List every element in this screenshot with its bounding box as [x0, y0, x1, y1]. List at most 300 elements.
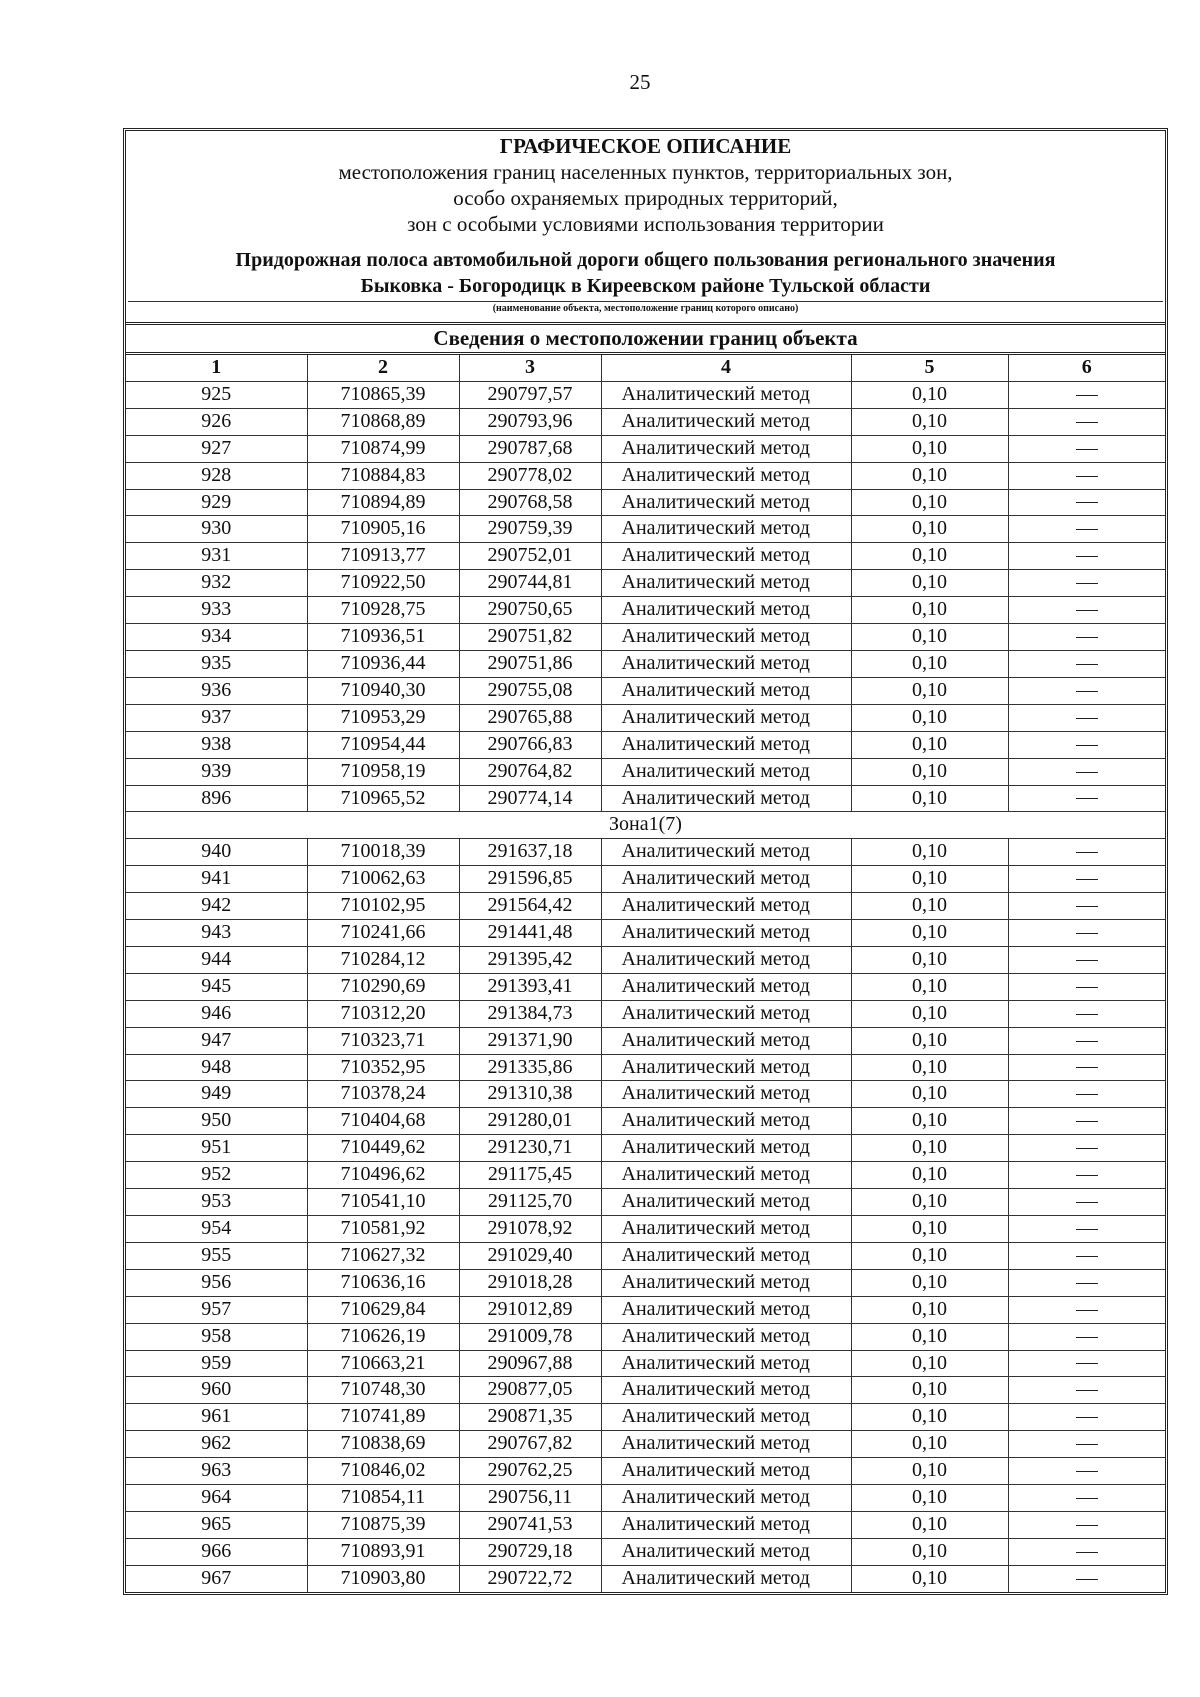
point-number-cell: 954 — [126, 1216, 307, 1243]
method-cell: Аналитический метод — [601, 1081, 851, 1108]
point-number-cell: 934 — [126, 624, 307, 651]
method-cell: Аналитический метод — [601, 570, 851, 597]
point-number-cell: 930 — [126, 516, 307, 543]
x-coordinate-cell: 710954,44 — [307, 731, 459, 758]
x-coordinate-cell: 710940,30 — [307, 677, 459, 704]
table-row — [126, 1377, 1165, 1404]
x-coordinate-cell: 710629,84 — [307, 1296, 459, 1323]
accuracy-cell: 0,10 — [851, 1296, 1008, 1323]
accuracy-cell: 0,10 — [851, 704, 1008, 731]
y-coordinate-cell: 290765,88 — [459, 704, 601, 731]
x-coordinate-cell: 710953,29 — [307, 704, 459, 731]
description-cell — [1008, 1269, 1165, 1296]
table-row — [126, 1458, 1165, 1485]
accuracy-cell: 0,10 — [851, 624, 1008, 651]
table-row — [126, 650, 1165, 677]
y-coordinate-cell: 290766,83 — [459, 731, 601, 758]
x-coordinate-cell: 710352,95 — [307, 1054, 459, 1081]
x-coordinate-cell: 710581,92 — [307, 1216, 459, 1243]
dash-mark — [1076, 1229, 1098, 1230]
x-coordinate-cell: 710874,99 — [307, 435, 459, 462]
method-cell: Аналитический метод — [601, 785, 851, 812]
y-coordinate-cell: 290787,68 — [459, 435, 601, 462]
method-cell: Аналитический метод — [601, 1350, 851, 1377]
x-coordinate-cell: 710748,30 — [307, 1377, 459, 1404]
method-cell: Аналитический метод — [601, 1323, 851, 1350]
y-coordinate-cell: 291012,89 — [459, 1296, 601, 1323]
dash-mark — [1076, 1579, 1098, 1580]
table-row — [126, 462, 1165, 489]
description-cell — [1008, 408, 1165, 435]
y-coordinate-cell: 290762,25 — [459, 1458, 601, 1485]
point-number-cell: 931 — [126, 543, 307, 570]
accuracy-cell: 0,10 — [851, 1162, 1008, 1189]
column-header: 5 — [851, 354, 1008, 382]
method-cell: Аналитический метод — [601, 597, 851, 624]
accuracy-cell: 0,10 — [851, 973, 1008, 1000]
accuracy-cell: 0,10 — [851, 731, 1008, 758]
description-cell — [1008, 893, 1165, 920]
dash-mark — [1076, 1014, 1098, 1015]
dash-mark — [1076, 879, 1098, 880]
point-number-cell: 964 — [126, 1485, 307, 1512]
point-number-cell: 952 — [126, 1162, 307, 1189]
y-coordinate-cell: 290871,35 — [459, 1404, 601, 1431]
accuracy-cell: 0,10 — [851, 570, 1008, 597]
table-row — [126, 543, 1165, 570]
description-cell — [1008, 1350, 1165, 1377]
description-cell — [1008, 1565, 1165, 1591]
accuracy-cell: 0,10 — [851, 920, 1008, 947]
accuracy-cell: 0,10 — [851, 543, 1008, 570]
dash-mark — [1076, 476, 1098, 477]
method-cell: Аналитический метод — [601, 543, 851, 570]
table-row — [126, 1081, 1165, 1108]
method-cell: Аналитический метод — [601, 731, 851, 758]
accuracy-cell: 0,10 — [851, 893, 1008, 920]
y-coordinate-cell: 290793,96 — [459, 408, 601, 435]
accuracy-cell: 0,10 — [851, 597, 1008, 624]
y-coordinate-cell: 290768,58 — [459, 489, 601, 516]
dash-mark — [1076, 583, 1098, 584]
method-cell: Аналитический метод — [601, 1027, 851, 1054]
x-coordinate-cell: 710868,89 — [307, 408, 459, 435]
description-cell — [1008, 1296, 1165, 1323]
point-number-cell: 965 — [126, 1511, 307, 1538]
x-coordinate-cell: 710741,89 — [307, 1404, 459, 1431]
description-cell — [1008, 543, 1165, 570]
x-coordinate-cell: 710965,52 — [307, 785, 459, 812]
dash-mark — [1076, 1552, 1098, 1553]
point-number-cell: 938 — [126, 731, 307, 758]
description-cell — [1008, 1404, 1165, 1431]
point-number-cell: 926 — [126, 408, 307, 435]
dash-mark — [1076, 745, 1098, 746]
table-row — [126, 516, 1165, 543]
method-cell: Аналитический метод — [601, 1108, 851, 1135]
y-coordinate-cell: 291371,90 — [459, 1027, 601, 1054]
y-coordinate-cell: 290750,65 — [459, 597, 601, 624]
table-row — [126, 435, 1165, 462]
x-coordinate-cell: 710626,19 — [307, 1323, 459, 1350]
x-coordinate-cell: 710323,71 — [307, 1027, 459, 1054]
table-row — [126, 408, 1165, 435]
y-coordinate-cell: 291009,78 — [459, 1323, 601, 1350]
description-cell — [1008, 1189, 1165, 1216]
description-cell — [1008, 1323, 1165, 1350]
zone-row — [126, 812, 1165, 839]
method-cell: Аналитический метод — [601, 1485, 851, 1512]
accuracy-cell: 0,10 — [851, 381, 1008, 408]
dash-mark — [1076, 1310, 1098, 1311]
y-coordinate-cell: 290778,02 — [459, 462, 601, 489]
dash-mark — [1076, 987, 1098, 988]
point-number-cell: 896 — [126, 785, 307, 812]
method-cell: Аналитический метод — [601, 758, 851, 785]
point-number-cell: 966 — [126, 1538, 307, 1565]
dash-mark — [1076, 395, 1098, 396]
description-cell — [1008, 704, 1165, 731]
table-row — [126, 1296, 1165, 1323]
description-cell — [1008, 597, 1165, 624]
description-cell — [1008, 462, 1165, 489]
column-header: 6 — [1008, 354, 1165, 382]
accuracy-cell: 0,10 — [851, 1216, 1008, 1243]
method-cell: Аналитический метод — [601, 1000, 851, 1027]
table-row — [126, 866, 1165, 893]
description-cell — [1008, 866, 1165, 893]
point-number-cell: 948 — [126, 1054, 307, 1081]
accuracy-cell: 0,10 — [851, 462, 1008, 489]
object-name-line-2: Быковка - Богородицк в Киреевском районе Тульской области — [360, 275, 931, 297]
description-cell — [1008, 1377, 1165, 1404]
dash-mark — [1076, 718, 1098, 719]
section-title: Сведения о местоположении границ объекта — [126, 322, 1165, 352]
accuracy-cell: 0,10 — [851, 839, 1008, 866]
method-cell: Аналитический метод — [601, 1404, 851, 1431]
x-coordinate-cell: 710903,80 — [307, 1565, 459, 1591]
description-cell — [1008, 1458, 1165, 1485]
subtitle-line-3: зон с особыми условиями использования территории — [407, 212, 884, 236]
method-cell: Аналитический метод — [601, 1269, 851, 1296]
x-coordinate-cell: 710894,89 — [307, 489, 459, 516]
y-coordinate-cell: 291018,28 — [459, 1269, 601, 1296]
y-coordinate-cell: 291125,70 — [459, 1189, 601, 1216]
description-cell — [1008, 435, 1165, 462]
table-row — [126, 839, 1165, 866]
dash-mark — [1076, 1390, 1098, 1391]
zone-separator — [126, 812, 1165, 839]
y-coordinate-cell: 291280,01 — [459, 1108, 601, 1135]
dash-mark — [1076, 960, 1098, 961]
subtitle-line-2: особо охраняемых природных территорий, — [453, 186, 838, 210]
dash-mark — [1076, 449, 1098, 450]
dash-mark — [1076, 529, 1098, 530]
table-row — [126, 1054, 1165, 1081]
point-number-cell: 937 — [126, 704, 307, 731]
y-coordinate-cell: 291596,85 — [459, 866, 601, 893]
x-coordinate-cell: 710958,19 — [307, 758, 459, 785]
y-coordinate-cell: 291384,73 — [459, 1000, 601, 1027]
point-number-cell: 941 — [126, 866, 307, 893]
y-coordinate-cell: 290774,14 — [459, 785, 601, 812]
x-coordinate-cell: 710284,12 — [307, 946, 459, 973]
method-cell: Аналитический метод — [601, 1431, 851, 1458]
method-cell: Аналитический метод — [601, 1162, 851, 1189]
accuracy-cell: 0,10 — [851, 650, 1008, 677]
table-row — [126, 1404, 1165, 1431]
accuracy-cell: 0,10 — [851, 1511, 1008, 1538]
point-number-cell: 949 — [126, 1081, 307, 1108]
table-body-part-2 — [126, 839, 1165, 1592]
y-coordinate-cell: 291078,92 — [459, 1216, 601, 1243]
object-name-line-1: Придорожная полоса автомобильной дороги общего пользования регионального значения — [235, 249, 1056, 271]
dash-mark — [1076, 852, 1098, 853]
point-number-cell: 942 — [126, 893, 307, 920]
dash-mark — [1076, 933, 1098, 934]
description-cell — [1008, 758, 1165, 785]
dash-mark — [1076, 798, 1098, 799]
x-coordinate-cell: 710627,32 — [307, 1242, 459, 1269]
table-row — [126, 1431, 1165, 1458]
method-cell: Аналитический метод — [601, 1458, 851, 1485]
description-cell — [1008, 1135, 1165, 1162]
x-coordinate-cell: 710928,75 — [307, 597, 459, 624]
y-coordinate-cell: 290797,57 — [459, 381, 601, 408]
accuracy-cell: 0,10 — [851, 1189, 1008, 1216]
x-coordinate-cell: 710905,16 — [307, 516, 459, 543]
coordinates-table — [126, 352, 1165, 1592]
y-coordinate-cell: 291335,86 — [459, 1054, 601, 1081]
dash-mark — [1076, 1256, 1098, 1257]
table-row — [126, 946, 1165, 973]
dash-mark — [1076, 1525, 1098, 1526]
point-number-cell: 947 — [126, 1027, 307, 1054]
accuracy-cell: 0,10 — [851, 1108, 1008, 1135]
x-coordinate-cell: 710663,21 — [307, 1350, 459, 1377]
table-header-row — [126, 354, 1165, 382]
y-coordinate-cell: 291230,71 — [459, 1135, 601, 1162]
table-row — [126, 1511, 1165, 1538]
header-block — [126, 131, 1165, 322]
accuracy-cell: 0,10 — [851, 1000, 1008, 1027]
table-row — [126, 973, 1165, 1000]
description-cell — [1008, 1162, 1165, 1189]
table-row — [126, 1108, 1165, 1135]
y-coordinate-cell: 291395,42 — [459, 946, 601, 973]
table-row — [126, 758, 1165, 785]
method-cell: Аналитический метод — [601, 462, 851, 489]
table-row — [126, 1538, 1165, 1565]
accuracy-cell: 0,10 — [851, 408, 1008, 435]
y-coordinate-cell: 290744,81 — [459, 570, 601, 597]
description-cell — [1008, 1485, 1165, 1512]
description-cell — [1008, 1431, 1165, 1458]
method-cell: Аналитический метод — [601, 704, 851, 731]
accuracy-cell: 0,10 — [851, 1135, 1008, 1162]
dash-mark — [1076, 1283, 1098, 1284]
dash-mark — [1076, 772, 1098, 773]
accuracy-cell: 0,10 — [851, 1027, 1008, 1054]
method-cell: Аналитический метод — [601, 489, 851, 516]
accuracy-cell: 0,10 — [851, 1431, 1008, 1458]
point-number-cell: 935 — [126, 650, 307, 677]
y-coordinate-cell: 290751,86 — [459, 650, 601, 677]
table-row — [126, 1027, 1165, 1054]
table-row — [126, 704, 1165, 731]
accuracy-cell: 0,10 — [851, 1054, 1008, 1081]
dash-mark — [1076, 691, 1098, 692]
dash-mark — [1076, 1363, 1098, 1364]
y-coordinate-cell: 291393,41 — [459, 973, 601, 1000]
dash-mark — [1076, 664, 1098, 665]
description-cell — [1008, 920, 1165, 947]
x-coordinate-cell: 710378,24 — [307, 1081, 459, 1108]
method-cell: Аналитический метод — [601, 1511, 851, 1538]
description-cell — [1008, 624, 1165, 651]
accuracy-cell: 0,10 — [851, 1377, 1008, 1404]
dash-mark — [1076, 422, 1098, 423]
accuracy-cell: 0,10 — [851, 946, 1008, 973]
point-number-cell: 956 — [126, 1269, 307, 1296]
point-number-cell: 963 — [126, 1458, 307, 1485]
y-coordinate-cell: 290967,88 — [459, 1350, 601, 1377]
description-cell — [1008, 1027, 1165, 1054]
description-cell — [1008, 946, 1165, 973]
method-cell: Аналитический метод — [601, 1054, 851, 1081]
accuracy-cell: 0,10 — [851, 677, 1008, 704]
x-coordinate-cell: 710241,66 — [307, 920, 459, 947]
point-number-cell: 959 — [126, 1350, 307, 1377]
dash-mark — [1076, 556, 1098, 557]
y-coordinate-cell: 291441,48 — [459, 920, 601, 947]
y-coordinate-cell: 291029,40 — [459, 1242, 601, 1269]
subtitle-line-1: местоположения границ населенных пунктов, территориальных зон, — [338, 160, 953, 184]
accuracy-cell: 0,10 — [851, 1485, 1008, 1512]
description-cell — [1008, 1216, 1165, 1243]
table-row — [126, 570, 1165, 597]
description-cell — [1008, 1108, 1165, 1135]
description-cell — [1008, 1538, 1165, 1565]
table-row — [126, 1216, 1165, 1243]
description-cell — [1008, 516, 1165, 543]
document-title: ГРАФИЧЕСКОЕ ОПИСАНИЕ — [499, 134, 792, 158]
y-coordinate-cell: 291637,18 — [459, 839, 601, 866]
x-coordinate-cell: 710854,11 — [307, 1485, 459, 1512]
table-row — [126, 1485, 1165, 1512]
method-cell: Аналитический метод — [601, 381, 851, 408]
accuracy-cell: 0,10 — [851, 785, 1008, 812]
y-coordinate-cell: 290751,82 — [459, 624, 601, 651]
y-coordinate-cell: 290722,72 — [459, 1565, 601, 1591]
x-coordinate-cell: 710062,63 — [307, 866, 459, 893]
dash-mark — [1076, 1041, 1098, 1042]
accuracy-cell: 0,10 — [851, 1404, 1008, 1431]
description-cell — [1008, 381, 1165, 408]
y-coordinate-cell: 290756,11 — [459, 1485, 601, 1512]
point-number-cell: 953 — [126, 1189, 307, 1216]
x-coordinate-cell: 710936,51 — [307, 624, 459, 651]
method-cell: Аналитический метод — [601, 1296, 851, 1323]
table-row — [126, 1350, 1165, 1377]
description-cell — [1008, 1242, 1165, 1269]
point-number-cell: 932 — [126, 570, 307, 597]
method-cell: Аналитический метод — [601, 839, 851, 866]
dash-mark — [1076, 1471, 1098, 1472]
point-number-cell: 929 — [126, 489, 307, 516]
table-row — [126, 731, 1165, 758]
description-cell — [1008, 839, 1165, 866]
dash-mark — [1076, 637, 1098, 638]
method-cell: Аналитический метод — [601, 920, 851, 947]
point-number-cell: 962 — [126, 1431, 307, 1458]
dash-mark — [1076, 906, 1098, 907]
column-header: 3 — [459, 354, 601, 382]
point-number-cell: 957 — [126, 1296, 307, 1323]
dash-mark — [1076, 1148, 1098, 1149]
accuracy-cell: 0,10 — [851, 1565, 1008, 1591]
x-coordinate-cell: 710290,69 — [307, 973, 459, 1000]
method-cell: Аналитический метод — [601, 1242, 851, 1269]
x-coordinate-cell: 710312,20 — [307, 1000, 459, 1027]
x-coordinate-cell: 710893,91 — [307, 1538, 459, 1565]
method-cell: Аналитический метод — [601, 1216, 851, 1243]
method-cell: Аналитический метод — [601, 866, 851, 893]
point-number-cell: 960 — [126, 1377, 307, 1404]
accuracy-cell: 0,10 — [851, 758, 1008, 785]
dash-mark — [1076, 1498, 1098, 1499]
point-number-cell: 936 — [126, 677, 307, 704]
accuracy-cell: 0,10 — [851, 1269, 1008, 1296]
point-number-cell: 928 — [126, 462, 307, 489]
x-coordinate-cell: 710875,39 — [307, 1511, 459, 1538]
description-cell — [1008, 785, 1165, 812]
point-number-cell: 933 — [126, 597, 307, 624]
description-cell — [1008, 570, 1165, 597]
method-cell: Аналитический метод — [601, 516, 851, 543]
method-cell: Аналитический метод — [601, 1189, 851, 1216]
table-row — [126, 1000, 1165, 1027]
accuracy-cell: 0,10 — [851, 1350, 1008, 1377]
method-cell: Аналитический метод — [601, 1377, 851, 1404]
table-row — [126, 920, 1165, 947]
y-coordinate-cell: 291310,38 — [459, 1081, 601, 1108]
table-row — [126, 677, 1165, 704]
description-cell — [1008, 1000, 1165, 1027]
accuracy-cell: 0,10 — [851, 1538, 1008, 1565]
column-header: 1 — [126, 354, 307, 382]
dash-mark — [1076, 1067, 1098, 1068]
accuracy-cell: 0,10 — [851, 1081, 1008, 1108]
dash-mark — [1076, 1094, 1098, 1095]
point-number-cell: 940 — [126, 839, 307, 866]
point-number-cell: 951 — [126, 1135, 307, 1162]
table-row — [126, 597, 1165, 624]
point-number-cell: 943 — [126, 920, 307, 947]
method-cell: Аналитический метод — [601, 650, 851, 677]
table-row — [126, 1189, 1165, 1216]
method-cell: Аналитический метод — [601, 408, 851, 435]
dash-mark — [1076, 1175, 1098, 1176]
table-row — [126, 1565, 1165, 1591]
dash-mark — [1076, 1121, 1098, 1122]
table-row — [126, 893, 1165, 920]
table-row — [126, 785, 1165, 812]
table-row — [126, 624, 1165, 651]
x-coordinate-cell: 710404,68 — [307, 1108, 459, 1135]
document-frame — [123, 128, 1168, 1595]
table-row — [126, 1269, 1165, 1296]
